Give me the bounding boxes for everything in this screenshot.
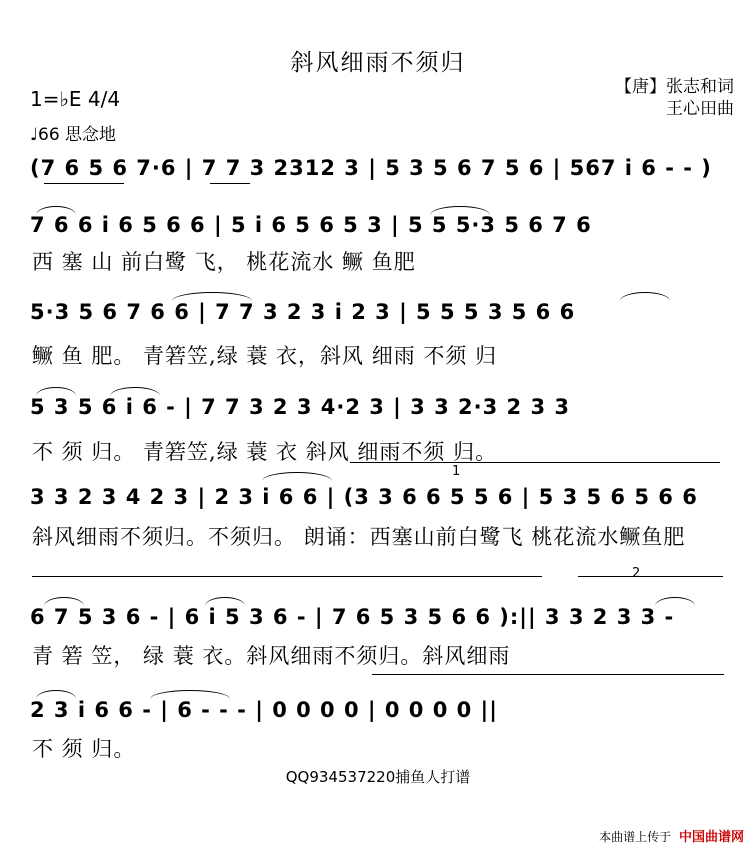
upload-text: 本曲谱上传于 bbox=[599, 830, 672, 844]
site-logo: 中国曲谱网 bbox=[678, 830, 744, 845]
lyric-line-7: 不 须 归。 bbox=[32, 737, 136, 761]
notation-line-2: 7 6 6 i 6 5 6 6 | 5 i 6 5 6 5 3 | 5 5 5·3 5 6 7 6 bbox=[30, 213, 592, 237]
tempo-marking: ♩66 思念地 bbox=[30, 125, 117, 145]
lyric-line-4: 不 须 归。 青箬笠,绿 蓑 衣 斜风 细雨不须 归。 bbox=[32, 440, 498, 464]
notation-line-7: 2 3 i 6 6 - | 6 - - - | 0 0 0 0 | 0 0 0 0 || bbox=[30, 698, 498, 722]
notation-line-4: 5 3 5 6 i 6 - | 7 7 3 2 3 4·2 3 | 3 3 2·3 2 3 3 bbox=[30, 395, 570, 419]
notation-line-1: (7 6 5 6 7·6 | 7 7 3 2312 3 | 5 3 5 6 7 5 6 | 567 i 6 - - ) bbox=[30, 156, 712, 180]
key-signature: 1=♭E 4/4 bbox=[30, 87, 121, 111]
notation-line-5: 3 3 2 3 4 2 3 | 2 3 i 6 6 | (3 3 6 6 5 5 6 | 5 3 5 6 5 6 6 bbox=[30, 485, 698, 509]
lyric-line-6: 青 箬 笠， 绿 蓑 衣。斜风细雨不须归。斜风细雨 bbox=[32, 644, 511, 668]
notation-line-3: 5·3 5 6 7 6 6 | 7 7 3 2 3 i 2 3 | 5 5 5 3 5 6 6 bbox=[30, 300, 576, 324]
lyric-line-5: 斜风细雨不须归。不须归。 朗诵：西塞山前白鹭飞 桃花流水鳜鱼肥 bbox=[32, 525, 686, 549]
volta-2: 2 bbox=[632, 566, 641, 581]
transcriber-credit: QQ934537220捕鱼人打谱 bbox=[285, 768, 471, 786]
notation-line-6: 6 7 5 3 6 - | 6 i 5 3 6 - | 7 6 5 3 5 6 6 ):|| 3 3 2 3 3 - bbox=[30, 605, 675, 629]
lyric-line-2: 西 塞 山 前白鹭 飞， 桃花流水 鳜 鱼肥 bbox=[32, 250, 416, 274]
lyric-line-3: 鳜 鱼 肥。 青箬笠,绿 蓑 衣，斜风 细雨 不须 归 bbox=[32, 344, 498, 368]
song-title: 斜风细雨不须归 bbox=[290, 50, 466, 76]
lyricist-credit: 【唐】张志和词 bbox=[615, 77, 734, 97]
composer-credit: 王心田曲 bbox=[666, 99, 734, 119]
upload-notice bbox=[599, 826, 744, 845]
volta-1: 1 bbox=[452, 464, 461, 479]
